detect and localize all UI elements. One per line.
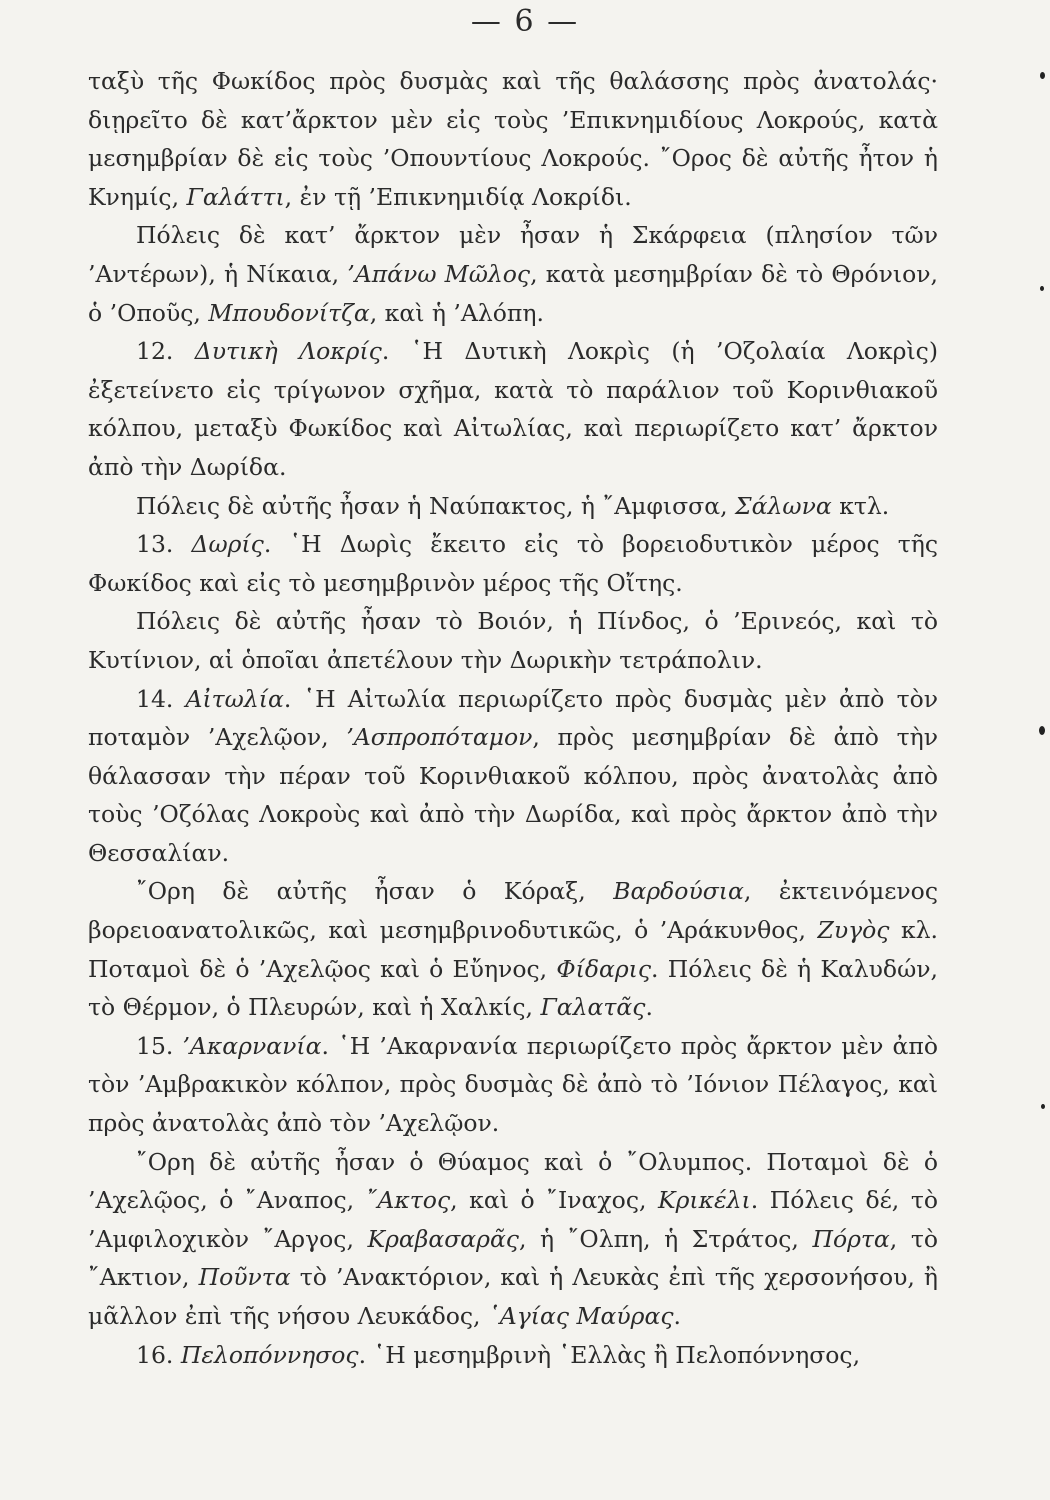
italic-term: Βαρδούσια: [613, 877, 744, 906]
italic-term: Αἰτωλία: [185, 684, 284, 713]
print-speck: [1039, 726, 1045, 735]
text-run: ταξὺ τῆς Φωκίδος πρὸς δυσμὰς καὶ τῆς θαλάσσης πρὸς ἀνατολάς· διῃρεῖτο δὲ κατ’ἄρκτον μὲν εἰς τοὺς ’Επικνημιδίους Λοκρούς, κατὰ μεσημβρίαν δὲ εἰς τοὺς ’Οπουντίους Λοκρούς. ῎Ορος δὲ αὐτῆς ἦτον ἡ Κνημίς,: [88, 67, 938, 211]
page-number: — 6 —: [470, 4, 580, 39]
italic-term: ’Ακαρνανία: [182, 1031, 322, 1060]
italic-term: ῾Αγίας Μαύρας: [487, 1302, 674, 1330]
paragraph: [88, 525, 938, 602]
text-run: Πόλεις δὲ αὐτῆς ἦσαν τὸ Βοιόν, ἡ Πίνδος, ὁ ’Ερινεός, καὶ τὸ Κυτίνιον, αἱ ὁποῖαι ἀπετέλουν τὴν Δωρικὴν τετράπολιν.: [88, 607, 938, 674]
text-run: . Πόλεις δέ, τὸ ’Αμφιλοχικὸν ῎Αργος,: [88, 1186, 938, 1253]
print-speck: [1040, 286, 1044, 291]
section-number: 14.: [136, 684, 186, 713]
italic-term: Ζυγὸς: [817, 916, 890, 945]
paragraph: [88, 680, 938, 873]
italic-term: Σάλωνα: [735, 491, 832, 520]
text-run: , καὶ ἡ ’Αλόπη.: [369, 298, 544, 327]
text-run: ῎Ορη δὲ αὐτῆς ἦσαν ὁ Κόραξ,: [136, 877, 614, 906]
paragraph: [88, 872, 938, 1026]
text-run: . ῾Η Δωρὶς ἔκειτο εἰς τὸ βορειοδυτικὸν μέρος τῆς Φωκίδος καὶ εἰς τὸ μεσημβρινὸν μέρος τῆς Οἴτης.: [88, 530, 938, 597]
italic-term: Γαλατᾶς: [540, 993, 646, 1022]
italic-term: ’Απάνω Μῶλος: [347, 259, 531, 288]
text-run: , κατὰ μεσημβρίαν δὲ τὸ Θρόνιον, ὁ ’Οποῦς,: [88, 259, 938, 327]
text-run: Πόλεις δὲ αὐτῆς ἦσαν ἡ Ναύπακτος, ἡ ῎Αμφισσα,: [136, 491, 736, 520]
italic-term: Δωρίς: [191, 530, 264, 559]
text-run: , τὸ ῎Ακτιον,: [88, 1224, 938, 1292]
text-run: . ῾Η Δυτικὴ Λοκρὶς (ἡ ’Οζολαία Λοκρὶς) ἐξετείνετο εἰς τρίγωνον σχῆμα, κατὰ τὸ παράλιον τοῦ Κορινθιακοῦ κόλπου, μεταξὺ Φωκίδος καὶ Αἰτωλίας, καὶ περιωρίζετο κατ’ ἄρκτον ἀπὸ τὴν Δωρίδα.: [88, 337, 939, 481]
section-number: 16.: [136, 1340, 181, 1369]
text-run: , ἡ ῎Ολπη, ἡ Στράτος,: [518, 1224, 813, 1253]
text-run: κλ. Ποταμοὶ δὲ ὁ ’Αχελῷος καὶ ὁ Εὔηνος,: [88, 916, 938, 983]
section-number: 13.: [136, 530, 192, 559]
text-run: . ῾Η ’Ακαρνανία περιωρίζετο πρὸς ἄρκτον μὲν ἀπὸ τὸν ’Αμβρακικὸν κόλπον, πρὸς δυσμὰς δὲ ἀπὸ τὸ ’Ιόνιον Πέλαγος, καὶ πρὸς ἀνατολὰς ἀπὸ τὸν ’Αχελῷον.: [88, 1031, 938, 1138]
text-run: , καὶ ὁ ῎Ιναχος,: [450, 1186, 659, 1215]
text-run: .: [645, 993, 653, 1022]
paragraph: [88, 602, 938, 679]
text-run: .: [673, 1302, 682, 1330]
text-run: τὸ ’Ανακτόριον, καὶ ἡ Λευκὰς ἐπὶ τῆς χερσονήσου, ἢ μᾶλλον ἐπὶ τῆς νήσου Λευκάδος,: [88, 1263, 938, 1330]
paragraph: [88, 487, 938, 526]
paragraph: [88, 216, 938, 332]
text-run: , ἐν τῇ ’Επικνημιδίᾳ Λοκρίδι.: [284, 182, 632, 211]
paragraph: [88, 1143, 938, 1336]
text-run: , ἐκτεινόμενος βορειοανατολικῶς, καὶ μεσημβρινοδυτικῶς, ὁ ’Αράκυνθος,: [88, 877, 938, 945]
section-number: 12.: [136, 337, 195, 366]
text-run: , πρὸς μεσημβρίαν δὲ ἀπὸ τὴν θάλασσαν τὴν πέραν τοῦ Κορινθιακοῦ κόλπου, πρὸς ἀνατολὰς ἀπὸ τοὺς ’Οζόλας Λοκροὺς καὶ ἀπὸ τὴν Δωρίδα, καὶ πρὸς ἄρκτον ἀπὸ τὴν Θεσσαλίαν.: [88, 723, 938, 867]
print-speck: [1040, 72, 1045, 79]
section-number: 15.: [136, 1031, 183, 1060]
paragraph: [88, 332, 938, 486]
paragraph: [88, 1336, 938, 1375]
text-run: Πόλεις δὲ κατ’ ἄρκτον μὲν ἦσαν ἡ Σκάρφεια (πλησίον τῶν ’Αντέρων), ἡ Νίκαια,: [88, 221, 938, 288]
italic-term: Πελοπόννησος: [180, 1340, 359, 1369]
italic-term: Γαλάττι: [186, 182, 285, 211]
text-run: . ῾Η Αἰτωλία περιωρίζετο πρὸς δυσμὰς μὲν ἀπὸ τὸν ποταμὸν ’Αχελῷον,: [88, 684, 938, 752]
italic-term: Δυτικὴ Λοκρίς: [194, 337, 382, 366]
italic-term: ’Ασπροπόταμον: [346, 723, 533, 752]
text-run: . Πόλεις δὲ ἡ Καλυδών, τὸ Θέρμον, ὁ Πλευρών, καὶ ἡ Χαλκίς,: [88, 954, 938, 1022]
text-run: . ῾Η μεσημβρινὴ ῾Ελλὰς ἢ Πελοπόννησος,: [358, 1340, 861, 1369]
italic-term: Κραβασαρᾶς: [367, 1224, 519, 1253]
body-text: [88, 62, 938, 1374]
text-run: κτλ.: [831, 491, 890, 520]
italic-term: Κρικέλι: [658, 1186, 751, 1215]
italic-term: Φίδαρις: [556, 954, 652, 983]
italic-term: ῎Ακτος: [365, 1186, 451, 1215]
paragraph: [88, 1027, 938, 1143]
italic-term: Ποῦντα: [198, 1263, 291, 1292]
text-run: ῎Ορη δὲ αὐτῆς ἦσαν ὁ Θύαμος καὶ ὁ ῎Ολυμπος. Ποταμοὶ δὲ ὁ ’Αχελῷος, ὁ ῎Αναπος,: [88, 1147, 938, 1215]
paragraph: [88, 62, 938, 216]
italic-term: Πόρτα: [812, 1224, 890, 1253]
italic-term: Μπουδονίτζα: [208, 298, 370, 327]
print-speck: [1041, 1104, 1045, 1109]
